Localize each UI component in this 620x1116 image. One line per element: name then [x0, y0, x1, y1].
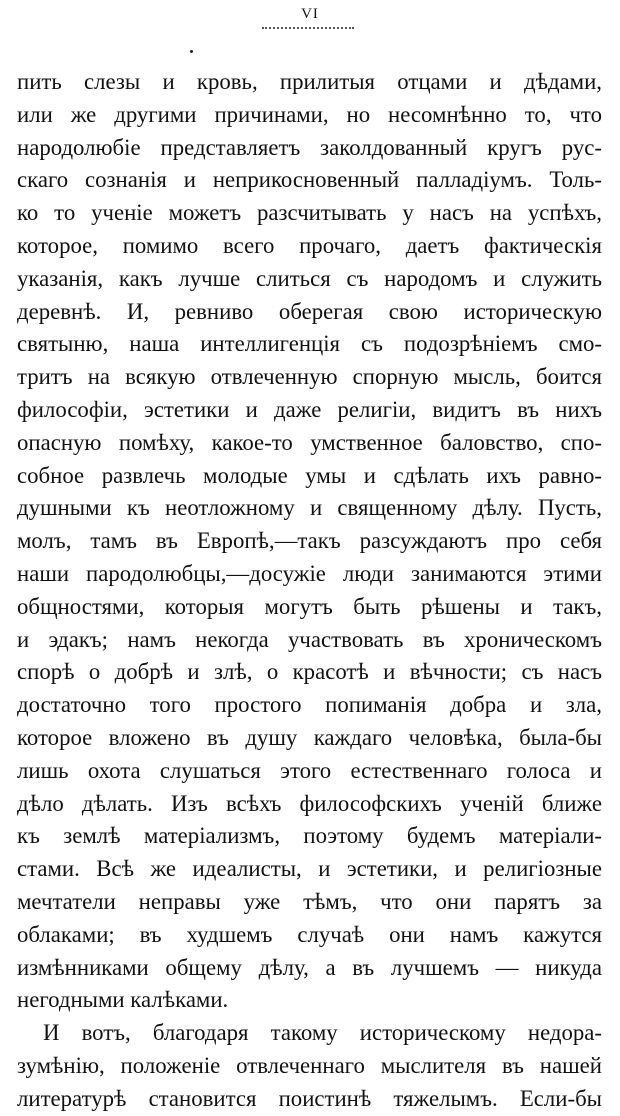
print-speck [190, 50, 193, 53]
page-number: VI [301, 6, 319, 22]
text-line: указанія, какъ лучше слиться съ народомъ и служить [17, 265, 602, 291]
text-line: собное развлечь молодые умы и сдѣлать ихъ равно- [17, 462, 602, 488]
text-line: дѣло дѣлать. Изъ всѣхъ философскихъ ученій ближе [17, 790, 602, 816]
page-number-rule [262, 27, 354, 29]
text-line: зумѣнію, положеніе отвлеченнаго мыслителя въ нашей [17, 1052, 602, 1078]
text-line: и эдакъ; намъ некогда участвовать въ хроническомъ [17, 626, 602, 652]
text-line: стами. Всѣ же идеалисты, и эстетики, и религіозные [17, 856, 602, 882]
text-line: общностями, которыя могутъ быть рѣшены и такъ, [17, 593, 602, 619]
text-line: измѣнниками общему дѣлу, а въ лучшемъ — никуда [17, 954, 602, 980]
text-line: ко то ученіе можетъ разсчитывать у насъ на успѣхъ, [17, 200, 602, 226]
text-line: наши пародолюбцы,—досужіе люди занимаются этими [17, 560, 602, 586]
text-line: спорѣ о добрѣ и злѣ, о красотѣ и вѣчности; съ насъ [17, 659, 602, 685]
text-line: народолюбіе представляетъ заколдованный кругъ рус- [17, 134, 602, 160]
text-line: мечтатели неправы уже тѣмъ, что они парятъ за [17, 888, 602, 914]
text-line: душными къ неотложному и священному дѣлу. Пусть, [17, 495, 602, 521]
text-line: литературѣ становится поистинѣ тяжелымъ. Если-бы [17, 1085, 602, 1111]
text-line: достаточно того простого попиманія добра и зла, [17, 692, 602, 718]
text-line: деревнѣ. И, ревниво оберегая свою историческую [17, 298, 602, 324]
text-line: философіи, эстетики и даже религіи, видитъ въ нихъ [17, 396, 602, 422]
text-line: къ землѣ матеріализмъ, поэтому будемъ матеріали- [17, 823, 602, 849]
text-line: пить слезы и кровь, прилитыя отцами и дѣдами, [17, 69, 602, 94]
paragraph-end-line: негодными калѣками. [17, 987, 229, 1013]
text-line: тритъ на всякую отвлеченную спорную мысль, боится [17, 364, 602, 390]
body-text [17, 66, 602, 1116]
text-line: лишь охота слушаться этого естественнаго голоса и [17, 757, 602, 783]
text-line: которое, помимо всего прочаго, даетъ фактическія [17, 232, 602, 258]
text-line: которое вложено въ душу каждаго человѣка, была-бы [17, 724, 602, 750]
text-line: молъ, тамъ въ Европѣ,—такъ разсуждаютъ про себя [17, 528, 602, 554]
text-line: скаго сознанія и неприкосновенный палладіумъ. Толь- [17, 167, 602, 193]
text-line: опасную помѣху, какое-то умственное баловство, спо- [17, 429, 602, 455]
paragraph-start-line: И вотъ, благодаря такому историческому недора- [43, 1020, 602, 1046]
text-line: или же другими причинами, но несомнѣнно то, что [17, 101, 602, 127]
text-line: облаками; въ худшемъ случаѣ они намъ кажутся [17, 921, 602, 947]
text-line: святыню, наша интеллигенція съ подозрѣніемъ смо- [17, 331, 602, 357]
